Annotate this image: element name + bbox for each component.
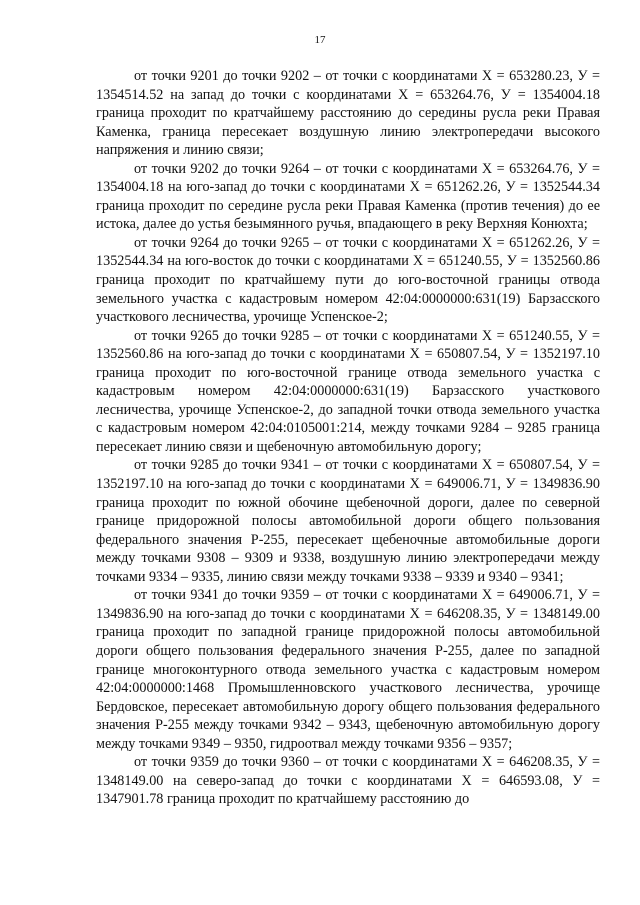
paragraph-segment-9202-9264: от точки 9202 до точки 9264 – от точки с координатами Х = 653264.76, У = 1354004.18 на юго-запад до точки с координатами Х = 651262.26, У = 1352544.34 граница проходит по середине русла реки Правая Каменка (против течения) до ее истока, далее до устья безымянного ручья, впадающего в реку Верхняя Конюхта; bbox=[96, 160, 600, 233]
paragraph-segment-9359-9360: от точки 9359 до точки 9360 – от точки с координатами Х = 646208.35, У = 1348149.00 на северо-запад до точки с координатами Х = 646593.08, У = 1347901.78 граница проходит по кратчайшему расстоянию до bbox=[96, 754, 600, 808]
paragraph-segment-9264-9265: от точки 9264 до точки 9265 – от точки с координатами Х = 651262.26, У = 1352544.34 на юго-восток до точки с координатами Х = 651240.55, У = 1352560.86 граница проходит по кратчайшему пути до юго-восточной границы отвода земельного участка с кадастровым номером 42:04:0000000:631(19) Барзасского участкового лесничества, урочище Успенское-2; bbox=[96, 234, 600, 326]
page-number: 17 bbox=[314, 34, 326, 46]
paragraph-segment-9201-9202: от точки 9201 до точки 9202 – от точки с координатами Х = 653280.23, У = 1354514.52 на запад до точки с координатами Х = 653264.76, У = 1354004.18 граница проходит по кратчайшему расстоянию до середины русла реки Правая Каменка, граница пересекает воздушную линию электропередачи высокого напряжения и линию связи; bbox=[96, 68, 600, 159]
document-body bbox=[96, 67, 600, 809]
paragraph-segment-9285-9341: от точки 9285 до точки 9341 – от точки с координатами Х = 650807.54, У = 1352197.10 на юго-запад до точки с координатами Х = 649006.71, У = 1349836.90 граница проходит по южной обочине щебеночной дороги, далее по северной границе придорожной полосы автомобильной дороги общего пользования федерального значения Р-255, пересекает щебеночные автомобильные дороги между точками 9308 – 9309 и 9338, воздушную линию электропередачи между точками 9334 – 9335, линию связи между точками 9338 – 9339 и 9340 – 9341; bbox=[96, 457, 600, 585]
paragraph-segment-9265-9285: от точки 9265 до точки 9285 – от точки с координатами Х = 651240.55, У = 1352560.86 на юго-запад до точки с координатами Х = 650807.54, У = 1352197.10 граница проходит по юго-восточной границе отвода земельного участка с кадастровым номером 42:04:0000000:631(19) Барзасского участкового лесничества, урочище Успенское-2, до западной точки отвода земельного участка с кадастровым номером 42:04:0105001:214, между точками 9284 – 9285 граница пересекает линию связи и щебеночную автомобильную дорогу; bbox=[96, 327, 600, 455]
paragraph-segment-9341-9359: от точки 9341 до точки 9359 – от точки с координатами Х = 649006.71, У = 1349836.90 на юго-запад до точки с координатами Х = 646208.35, У = 1348149.00 граница проходит по западной границе придорожной полосы автомобильной дороги общего пользования федерального значения Р-255, далее по западной границе многоконтурного отвода земельного участка с кадастровым номером 42:04:0000000:1468 Промышленновского участкового лесничества, урочище Бердовское, пересекает автомобильную дорогу общего пользования федерального значения Р-255 между точками 9342 – 9343, щебеночную автомобильную дорогу между точками 9349 – 9350, гидроотвал между точками 9356 – 9357; bbox=[96, 587, 600, 752]
